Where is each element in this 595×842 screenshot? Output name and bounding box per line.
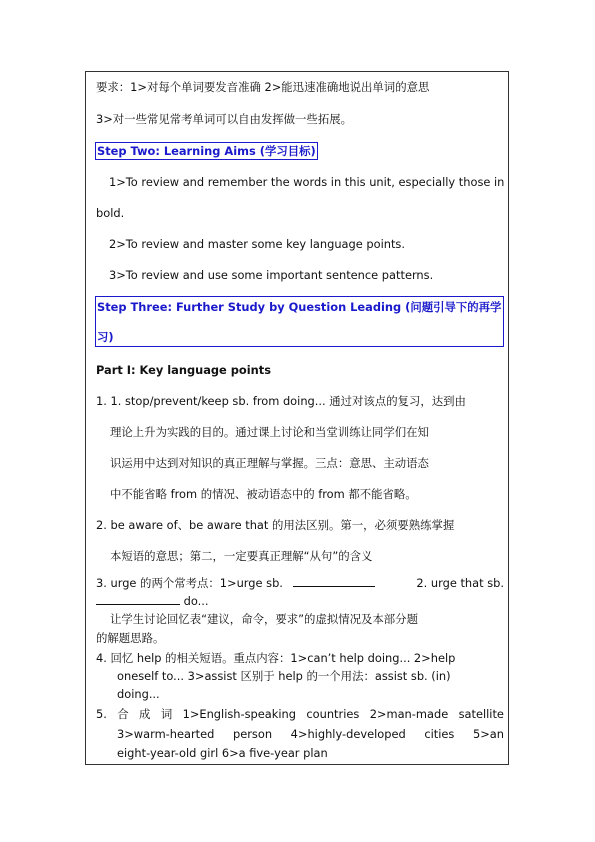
item-1-line-2: 理论上升为实践的目的。通过课上讨论和当堂训练让同学们在知 xyxy=(110,425,429,439)
item-3-line-2 xyxy=(96,593,209,609)
item-5-token: 5>an xyxy=(472,727,504,741)
item-5-token: 1>English-speaking xyxy=(182,707,296,721)
item-5-line-2 xyxy=(117,726,504,742)
step-two-heading xyxy=(95,142,318,160)
item-5-line-3: eight-year-old girl 6>a five-year plan xyxy=(117,746,328,760)
item-3-blank-2 xyxy=(96,593,180,605)
item-3-note-2: 的解题思路。 xyxy=(96,631,165,645)
step-two-heading-box: Step Two: Learning Aims (学习目标) xyxy=(97,144,316,158)
step-three-heading-line-a: Step Three: Further Study by Question Leading (问题引导下的再学 xyxy=(97,300,502,314)
item-1-line-1: 1. 1. stop/prevent/keep sb. from doing... 通过对该点的复习，达到由 xyxy=(96,394,466,408)
item-3-line-1 xyxy=(96,575,504,591)
item-4-line-2: oneself to... 3>assist 区别于 help 的一个用法：assist sb. (in) xyxy=(117,669,451,683)
requirements-line-1: 要求：1>对每个单词要发音准确 2>能迅速准确地说出单词的意思 xyxy=(96,80,430,94)
item-5-token: cities xyxy=(424,727,455,741)
item-3-blank-1 xyxy=(293,575,375,587)
item-5-token: 5. xyxy=(96,707,107,721)
item-3-note: 让学生讨论回忆表“建议，命令，要求”的虚拟情况及本部分题 xyxy=(110,612,418,626)
requirements-line-2: 3>对一些常见常考单词可以自由发挥做一些拓展。 xyxy=(96,112,352,126)
item-5-token: 3>warm-hearted xyxy=(117,727,215,741)
item-4-line-1: 4. 回忆 help 的相关短语。重点内容：1>can’t help doing... 2>help xyxy=(96,651,456,665)
step-three-heading-line-b: 习) xyxy=(97,330,114,344)
item-3-tail: do... xyxy=(183,594,209,608)
item-5-token: 成 xyxy=(139,707,151,721)
aim-1-line-a: 1>To review and remember the words in this unit, especially those in xyxy=(109,175,505,189)
item-5-token: 2>man-made xyxy=(369,707,449,721)
item-5-token: countries xyxy=(306,707,360,721)
aim-1-line-b: bold. xyxy=(96,206,125,220)
item-3-lead: 3. urge 的两个常考点：1>urge sb. xyxy=(96,576,283,590)
step-three-heading-box xyxy=(95,296,504,347)
item-5-token: 词 xyxy=(160,707,173,721)
aim-3: 3>To review and use some important sentence patterns. xyxy=(109,268,434,282)
item-5-token: 4>highly-developed xyxy=(290,727,406,741)
item-5-token: 合 xyxy=(117,707,129,721)
item-1-line-3: 识运用中达到对知识的真正理解与掌握。三点：意思、主动语态 xyxy=(110,456,429,470)
item-5-token: person xyxy=(233,727,273,741)
item-2-line-2: 本短语的意思；第二，一定要真正理解“从句”的含义 xyxy=(110,549,373,563)
item-5-line-1 xyxy=(96,706,504,722)
item-2-line-1: 2. be aware of、be aware that 的用法区别。第一，必须要熟练掌握 xyxy=(96,518,455,532)
aim-2: 2>To review and master some key language points. xyxy=(109,237,405,251)
part-1-title: Part I: Key language points xyxy=(96,363,271,377)
item-4-line-3: doing... xyxy=(117,687,160,701)
item-5-token: satellite xyxy=(458,707,504,721)
item-1-line-4: 中不能省略 from 的情况、被动语态中的 from 都不能省略。 xyxy=(110,487,417,501)
item-3-second: 2. urge that sb. xyxy=(416,576,504,590)
